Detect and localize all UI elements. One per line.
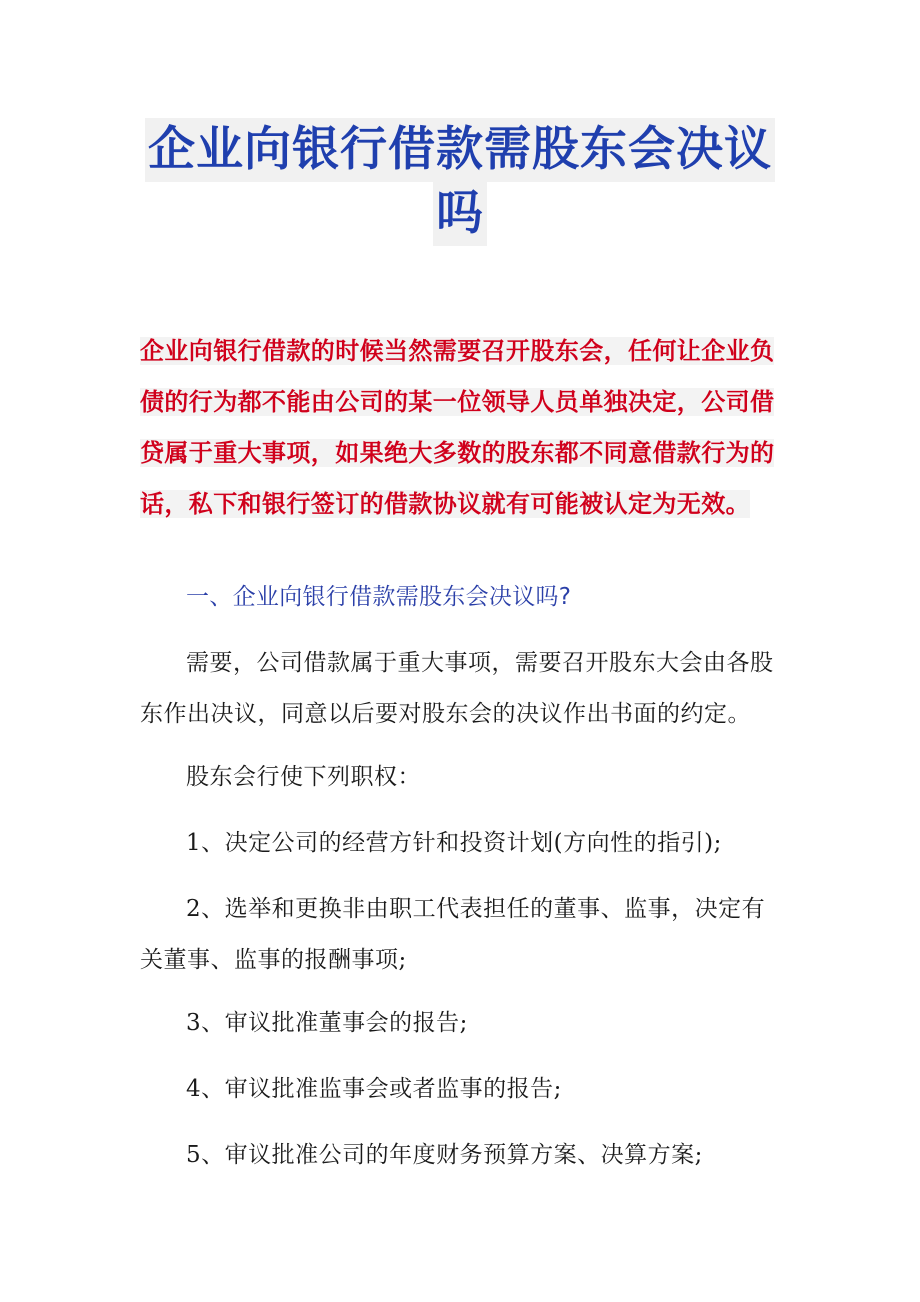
list-item: 4、审议批准监事会或者监事的报告;: [186, 1076, 562, 1102]
list-item: 1、决定公司的经营方针和投资计划(方向性的指引);: [186, 830, 722, 856]
intro-text: 企业向银行借款的时候当然需要召开股东会，任何让企业负债的行为都不能由公司的某一位领导人员单独决定，公司借贷属于重大事项，如果绝大多数的股东都不同意借款行为的话，私下和银行签订的借款协议就有可能被认定为无效。: [140, 337, 775, 518]
title-line-2: 吗: [433, 182, 487, 246]
list-item: 5、审议批准公司的年度财务预算方案、决算方案;: [186, 1142, 703, 1168]
section-heading: 一、企业向银行借款需股东会决议吗?: [186, 584, 572, 610]
body-paragraph: 股东会行使下列职权：: [186, 764, 421, 790]
intro-paragraph: [140, 326, 784, 530]
list-item: 2、选举和更换非由职工代表担任的董事、监事，决定有关董事、监事的报酬事项;: [140, 896, 766, 973]
title-line-1: 企业向银行借款需股东会决议: [145, 118, 775, 182]
document-title: [140, 118, 780, 246]
body-paragraph: 需要，公司借款属于重大事项，需要召开股东大会由各股东作出决议，同意以后要对股东会的决议作出书面的约定。: [140, 650, 774, 727]
list-item: 3、审议批准董事会的报告;: [186, 1010, 468, 1036]
